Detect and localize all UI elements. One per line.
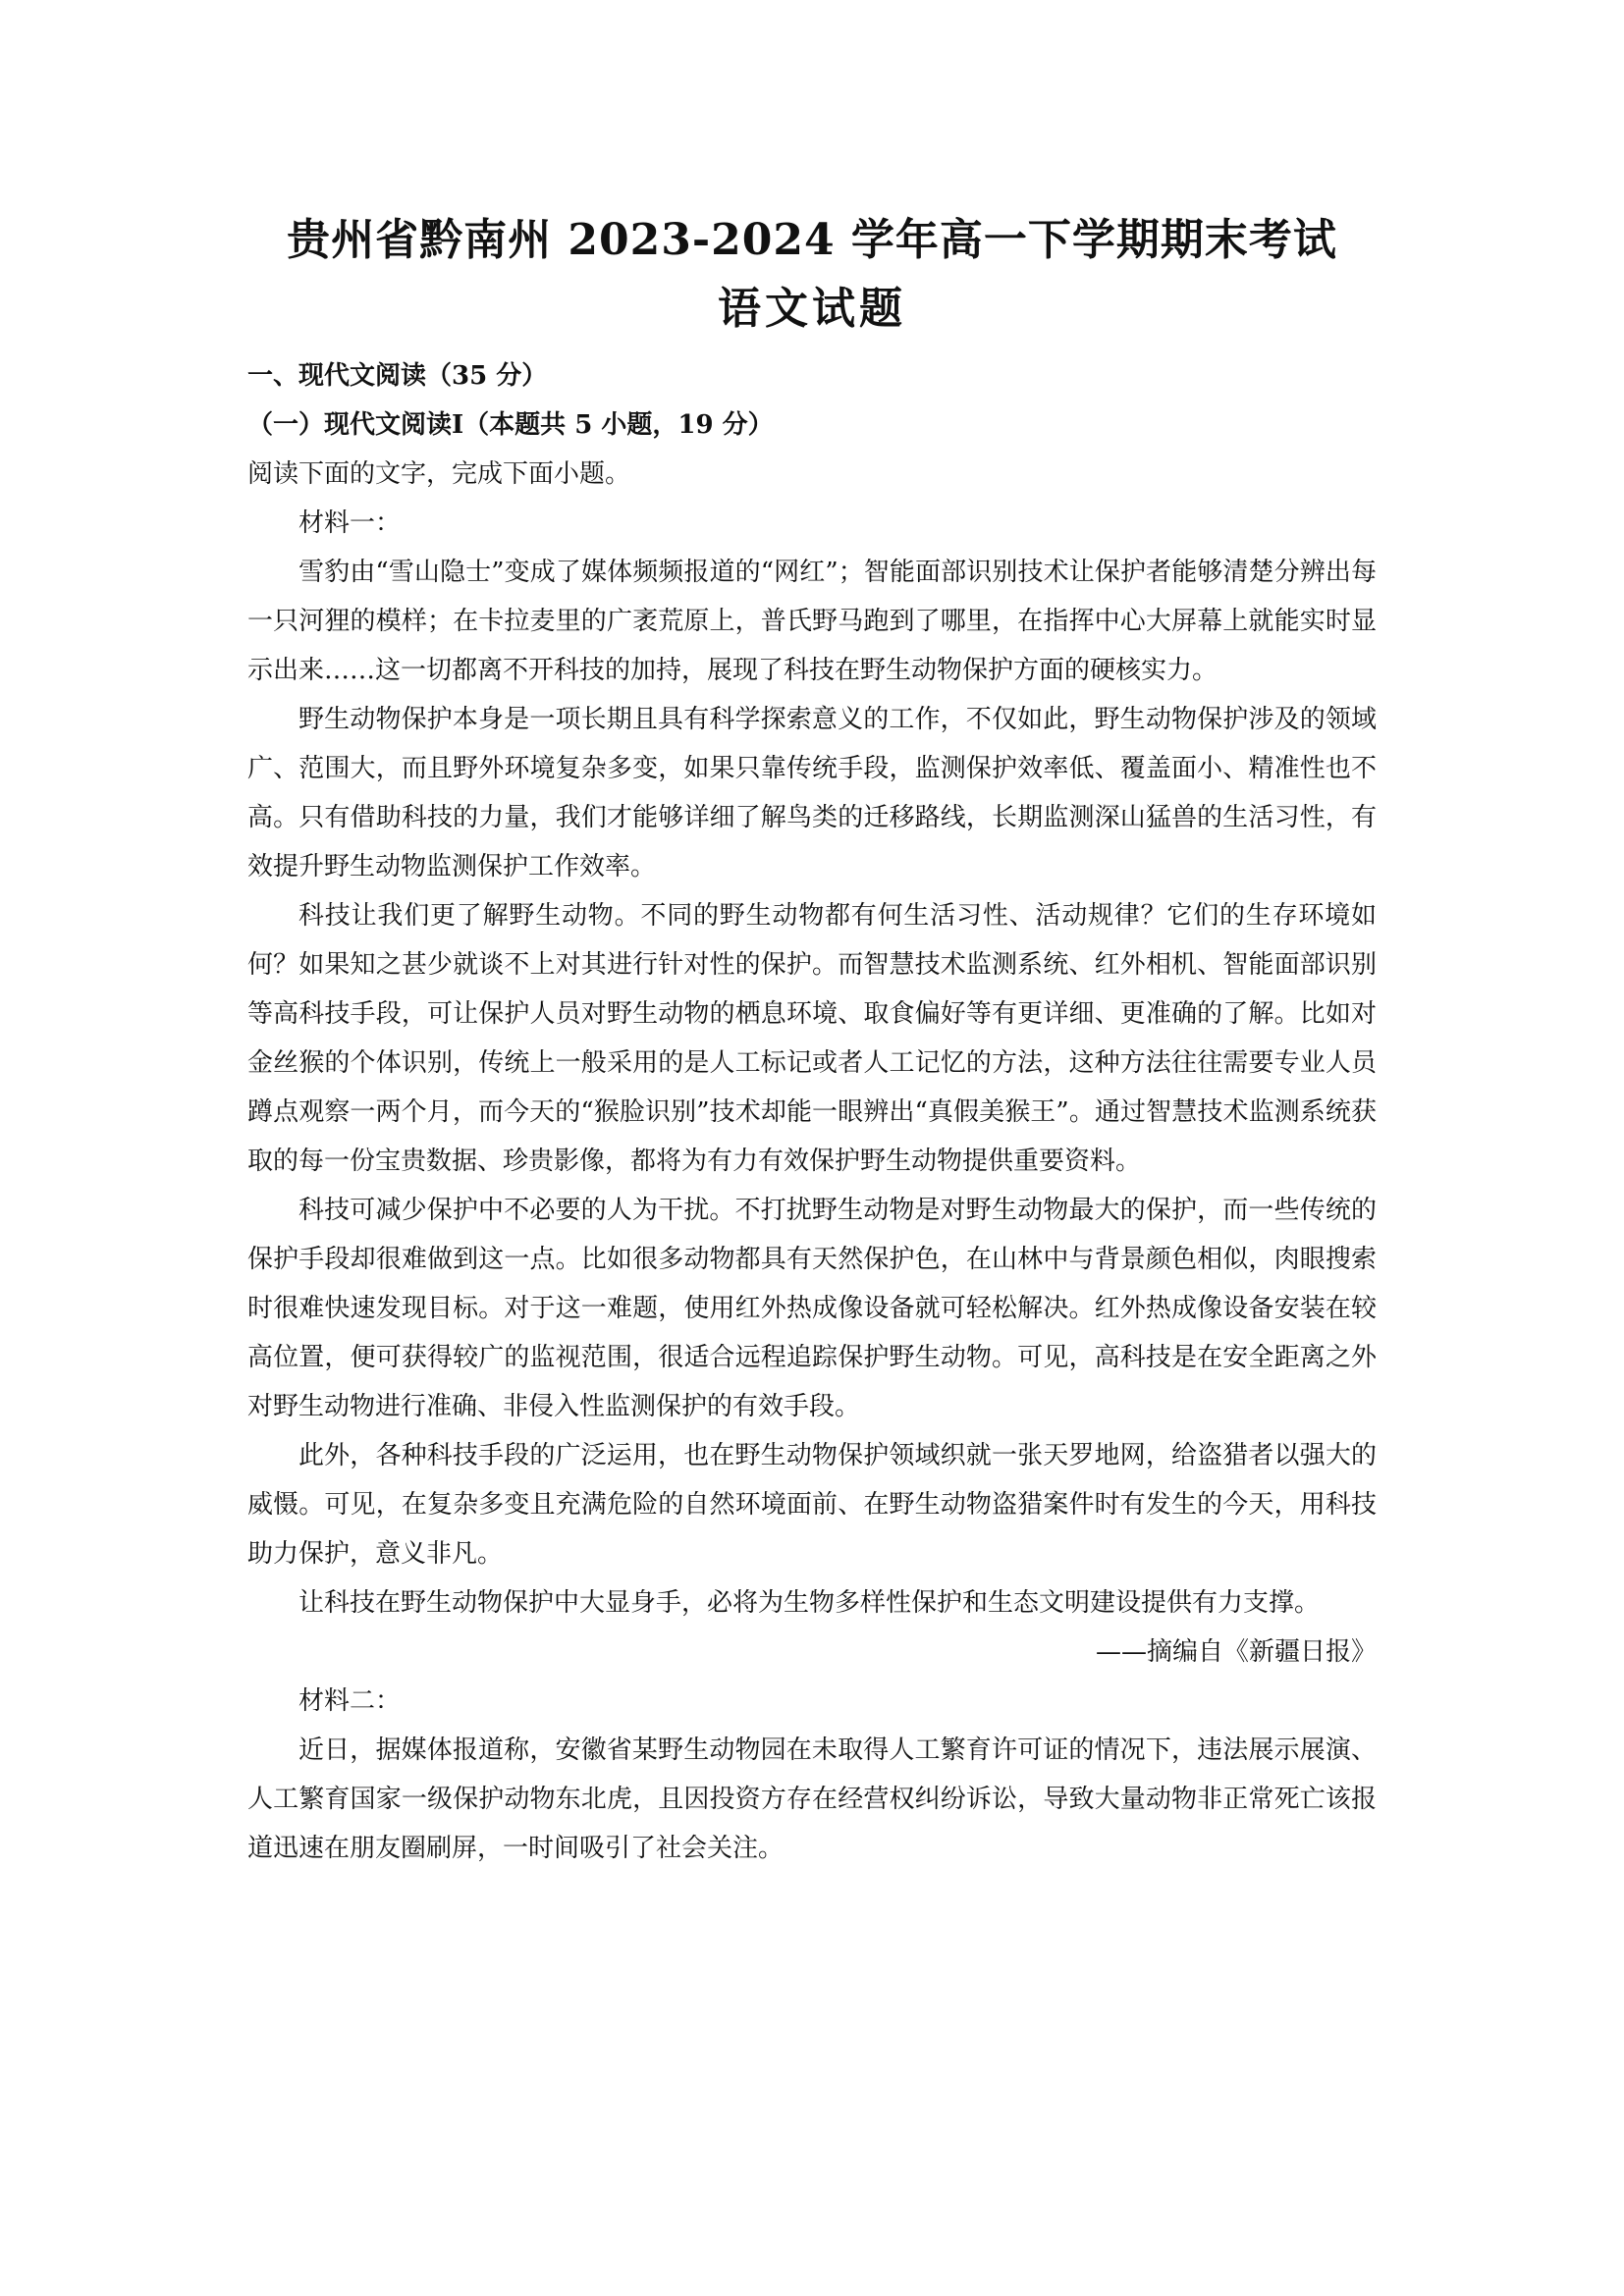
sub-section-heading: （一）现代文阅读Ⅰ（本题共 5 小题，19 分） <box>247 410 774 440</box>
exam-subtitle: 语文试题 <box>718 284 906 334</box>
section-heading: 一、现代文阅读（35 分） <box>247 361 548 391</box>
material-one-paragraph: 科技可减少保护中不必要的人为干扰。不打扰野生动物是对野生动物最大的保护，而一些传统的保护手段却很难做到这一点。比如很多动物都具有天然保护色，在山林中与背景颜色相似，肉眼搜索时很难快速发现目标。对于这一难题，使用红外热成像设备就可轻松解决。红外热成像设备安装在较高位置，便可获得较广的监视范围，很适合远程追踪保护野生动物。可见，高科技是在安全距离之外对野生动物进行准确、非侵入性监测保护的有效手段。 <box>247 1196 1377 1421</box>
page-content <box>247 206 1377 1873</box>
material-one-paragraph: 野生动物保护本身是一项长期且具有科学探索意义的工作，不仅如此，野生动物保护涉及的领域广、范围大，而且野外环境复杂多变，如果只靠传统手段，监测保护效率低、覆盖面小、精准性也不高。只有借助科技的力量，我们才能够详细了解鸟类的迁移路线，长期监测深山猛兽的生活习性，有效提升野生动物监测保护工作效率。 <box>247 705 1377 881</box>
material-two-paragraph: 近日，据媒体报道称，安徽省某野生动物园在未取得人工繁育许可证的情况下，违法展示展演、人工繁育国家一级保护动物东北虎，且因投资方存在经营权纠纷诉讼，导致大量动物非正常死亡该报道迅速在朋友圈刷屏，一时间吸引了社会关注。 <box>247 1735 1377 1863</box>
material-one-paragraph: 科技让我们更了解野生动物。不同的野生动物都有何生活习性、活动规律？它们的生存环境如何？如果知之甚少就谈不上对其进行针对性的保护。而智慧技术监测系统、红外相机、智能面部识别等高科技手段，可让保护人员对野生动物的栖息环境、取食偏好等有更详细、更准确的了解。比如对金丝猴的个体识别，传统上一般采用的是人工标记或者人工记忆的方法，这种方法往往需要专业人员蹲点观察一两个月，而今天的“猴脸识别”技术却能一眼辨出“真假美猴王”。通过智慧技术监测系统获取的每一份宝贵数据、珍贵影像，都将为有力有效保护野生动物提供重要资料。 <box>247 901 1377 1176</box>
exam-title: 贵州省黔南州 2023-2024 学年高一下学期期末考试 <box>287 215 1337 265</box>
material-one-source: ——摘编自《新疆日报》 <box>1095 1637 1377 1667</box>
reading-instruction: 阅读下面的文字，完成下面小题。 <box>247 459 631 489</box>
material-one-paragraph: 让科技在野生动物保护中大显身手，必将为生物多样性保护和生态文明建设提供有力支撑。 <box>298 1588 1321 1618</box>
material-one-paragraph: 雪豹由“雪山隐士”变成了媒体频频报道的“网红”；智能面部识别技术让保护者能够清楚分辨出每一只河狸的模样；在卡拉麦里的广袤荒原上，普氏野马跑到了哪里，在指挥中心大屏幕上就能实时显示出来……这一切都离不开科技的加持，展现了科技在野生动物保护方面的硬核实力。 <box>247 558 1377 685</box>
material-two-label: 材料二： <box>298 1686 402 1716</box>
material-one-label: 材料一： <box>298 508 402 538</box>
material-one-paragraph: 此外，各种科技手段的广泛运用，也在野生动物保护领域织就一张天罗地网，给盗猎者以强大的威慑。可见，在复杂多变且充满危险的自然环境面前、在野生动物盗猎案件时有发生的今天，用科技助力保护，意义非凡。 <box>247 1441 1377 1569</box>
